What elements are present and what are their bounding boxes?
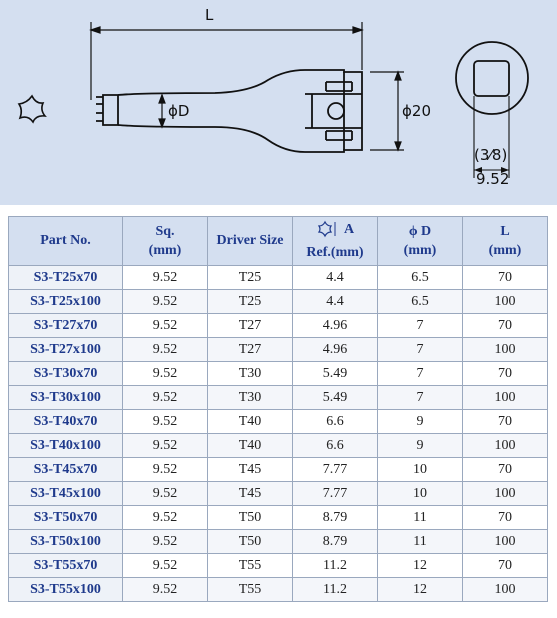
part-no-cell: S3-T27x100 — [9, 338, 123, 362]
l-cell: 70 — [463, 506, 548, 530]
l-cell: 70 — [463, 314, 548, 338]
ref-cell: 5.49 — [293, 362, 378, 386]
table-row — [9, 314, 548, 338]
sq-cell: 9.52 — [123, 434, 208, 458]
sq-cell: 9.52 — [123, 458, 208, 482]
square-fraction-label: (3⁄8) — [474, 146, 508, 164]
table-row — [9, 290, 548, 314]
ref-cell: 8.79 — [293, 506, 378, 530]
ref-cell: 7.77 — [293, 458, 378, 482]
d-cell: 10 — [378, 458, 463, 482]
l-cell: 100 — [463, 578, 548, 602]
part-no-cell: S3-T25x70 — [9, 266, 123, 290]
socket-outline — [96, 70, 362, 152]
ref-cell: 11.2 — [293, 578, 378, 602]
l-cell: 70 — [463, 362, 548, 386]
l-cell: 100 — [463, 290, 548, 314]
ref-cell: 4.96 — [293, 338, 378, 362]
header-ref-symbol — [316, 220, 354, 239]
driver-cell: T50 — [208, 530, 293, 554]
part-no-cell: S3-T25x100 — [9, 290, 123, 314]
part-no-cell: S3-T45x100 — [9, 482, 123, 506]
table-row — [9, 266, 548, 290]
outer-diameter-dimension — [370, 72, 404, 150]
driver-cell: T25 — [208, 290, 293, 314]
length-dimension — [91, 22, 362, 100]
part-no-cell: S3-T40x70 — [9, 410, 123, 434]
d-cell: 6.5 — [378, 290, 463, 314]
ref-cell: 4.4 — [293, 290, 378, 314]
spec-table — [8, 216, 548, 602]
inner-diameter-dimension — [159, 95, 165, 127]
part-no-cell: S3-T45x70 — [9, 458, 123, 482]
header-ref-unit: Ref.(mm) — [306, 245, 364, 261]
header-d-title: ϕ D — [408, 224, 432, 239]
part-no-cell: S3-T30x70 — [9, 362, 123, 386]
driver-cell: T55 — [208, 578, 293, 602]
l-cell: 70 — [463, 266, 548, 290]
l-cell: 100 — [463, 482, 548, 506]
table-row — [9, 410, 548, 434]
driver-cell: T40 — [208, 410, 293, 434]
l-cell: 100 — [463, 386, 548, 410]
header-part-no: Part No. — [9, 217, 123, 266]
ref-cell: 8.79 — [293, 530, 378, 554]
sq-cell: 9.52 — [123, 338, 208, 362]
d-cell: 12 — [378, 578, 463, 602]
sq-cell: 9.52 — [123, 506, 208, 530]
header-sq-unit: (mm) — [148, 243, 182, 258]
sq-cell: 9.52 — [123, 266, 208, 290]
l-cell: 100 — [463, 434, 548, 458]
table-row — [9, 458, 548, 482]
d-cell: 12 — [378, 554, 463, 578]
header-ref — [293, 217, 378, 266]
torx-star-icon — [19, 96, 45, 122]
header-l-title: L — [500, 224, 510, 239]
d-cell: 9 — [378, 434, 463, 458]
part-no-cell: S3-T55x70 — [9, 554, 123, 578]
part-no-cell: S3-T50x100 — [9, 530, 123, 554]
l-cell: 70 — [463, 458, 548, 482]
square-size-label: 9.52 — [476, 170, 510, 188]
d-cell: 10 — [378, 482, 463, 506]
table-row — [9, 554, 548, 578]
driver-cell: T55 — [208, 554, 293, 578]
driver-cell: T50 — [208, 506, 293, 530]
sq-cell: 9.52 — [123, 554, 208, 578]
header-driver-size: Driver Size — [208, 217, 293, 266]
driver-cell: T30 — [208, 362, 293, 386]
ref-cell: 5.49 — [293, 386, 378, 410]
driver-cell: T45 — [208, 482, 293, 506]
driver-cell: T25 — [208, 266, 293, 290]
d-cell: 9 — [378, 410, 463, 434]
ref-cell: 4.96 — [293, 314, 378, 338]
header-sq — [123, 217, 208, 266]
ref-cell: 6.6 — [293, 410, 378, 434]
socket-diagram — [0, 0, 557, 205]
header-l-unit: (mm) — [488, 243, 522, 258]
ref-cell: 4.4 — [293, 266, 378, 290]
header-d-unit: (mm) — [403, 243, 437, 258]
table-row — [9, 530, 548, 554]
ref-cell: 11.2 — [293, 554, 378, 578]
d-cell: 11 — [378, 506, 463, 530]
d-cell: 11 — [378, 530, 463, 554]
ref-cell: 7.77 — [293, 482, 378, 506]
length-label: L — [205, 6, 214, 24]
table-row — [9, 338, 548, 362]
driver-cell: T27 — [208, 338, 293, 362]
header-d — [378, 217, 463, 266]
d-cell: 7 — [378, 314, 463, 338]
driver-cell: T40 — [208, 434, 293, 458]
table-row — [9, 386, 548, 410]
table-header-row — [9, 217, 548, 266]
driver-cell: T30 — [208, 386, 293, 410]
d-cell: 7 — [378, 338, 463, 362]
d-cell: 7 — [378, 386, 463, 410]
d-cell: 7 — [378, 362, 463, 386]
driver-cell: T45 — [208, 458, 293, 482]
sq-cell: 9.52 — [123, 530, 208, 554]
driver-cell: T27 — [208, 314, 293, 338]
part-no-cell: S3-T40x100 — [9, 434, 123, 458]
d-cell: 6.5 — [378, 266, 463, 290]
header-ref-letter: A — [343, 221, 355, 237]
torx-dimension-icon — [316, 220, 342, 238]
table-row — [9, 482, 548, 506]
sq-cell: 9.52 — [123, 578, 208, 602]
header-l — [463, 217, 548, 266]
ref-cell: 6.6 — [293, 434, 378, 458]
l-cell: 70 — [463, 554, 548, 578]
sq-cell: 9.52 — [123, 386, 208, 410]
sq-cell: 9.52 — [123, 314, 208, 338]
table-row — [9, 578, 548, 602]
part-no-cell: S3-T50x70 — [9, 506, 123, 530]
table-row — [9, 506, 548, 530]
sq-cell: 9.52 — [123, 362, 208, 386]
l-cell: 70 — [463, 410, 548, 434]
diameter-label: ϕD — [168, 102, 190, 120]
part-no-cell: S3-T30x100 — [9, 386, 123, 410]
table-row — [9, 362, 548, 386]
technical-drawing — [0, 0, 557, 205]
outer-diameter-label: ϕ20 — [402, 102, 431, 120]
sq-cell: 9.52 — [123, 290, 208, 314]
table-row — [9, 434, 548, 458]
header-sq-title: Sq. — [155, 224, 175, 239]
l-cell: 100 — [463, 530, 548, 554]
sq-cell: 9.52 — [123, 410, 208, 434]
part-no-cell: S3-T27x70 — [9, 314, 123, 338]
l-cell: 100 — [463, 338, 548, 362]
part-no-cell: S3-T55x100 — [9, 578, 123, 602]
sq-cell: 9.52 — [123, 482, 208, 506]
